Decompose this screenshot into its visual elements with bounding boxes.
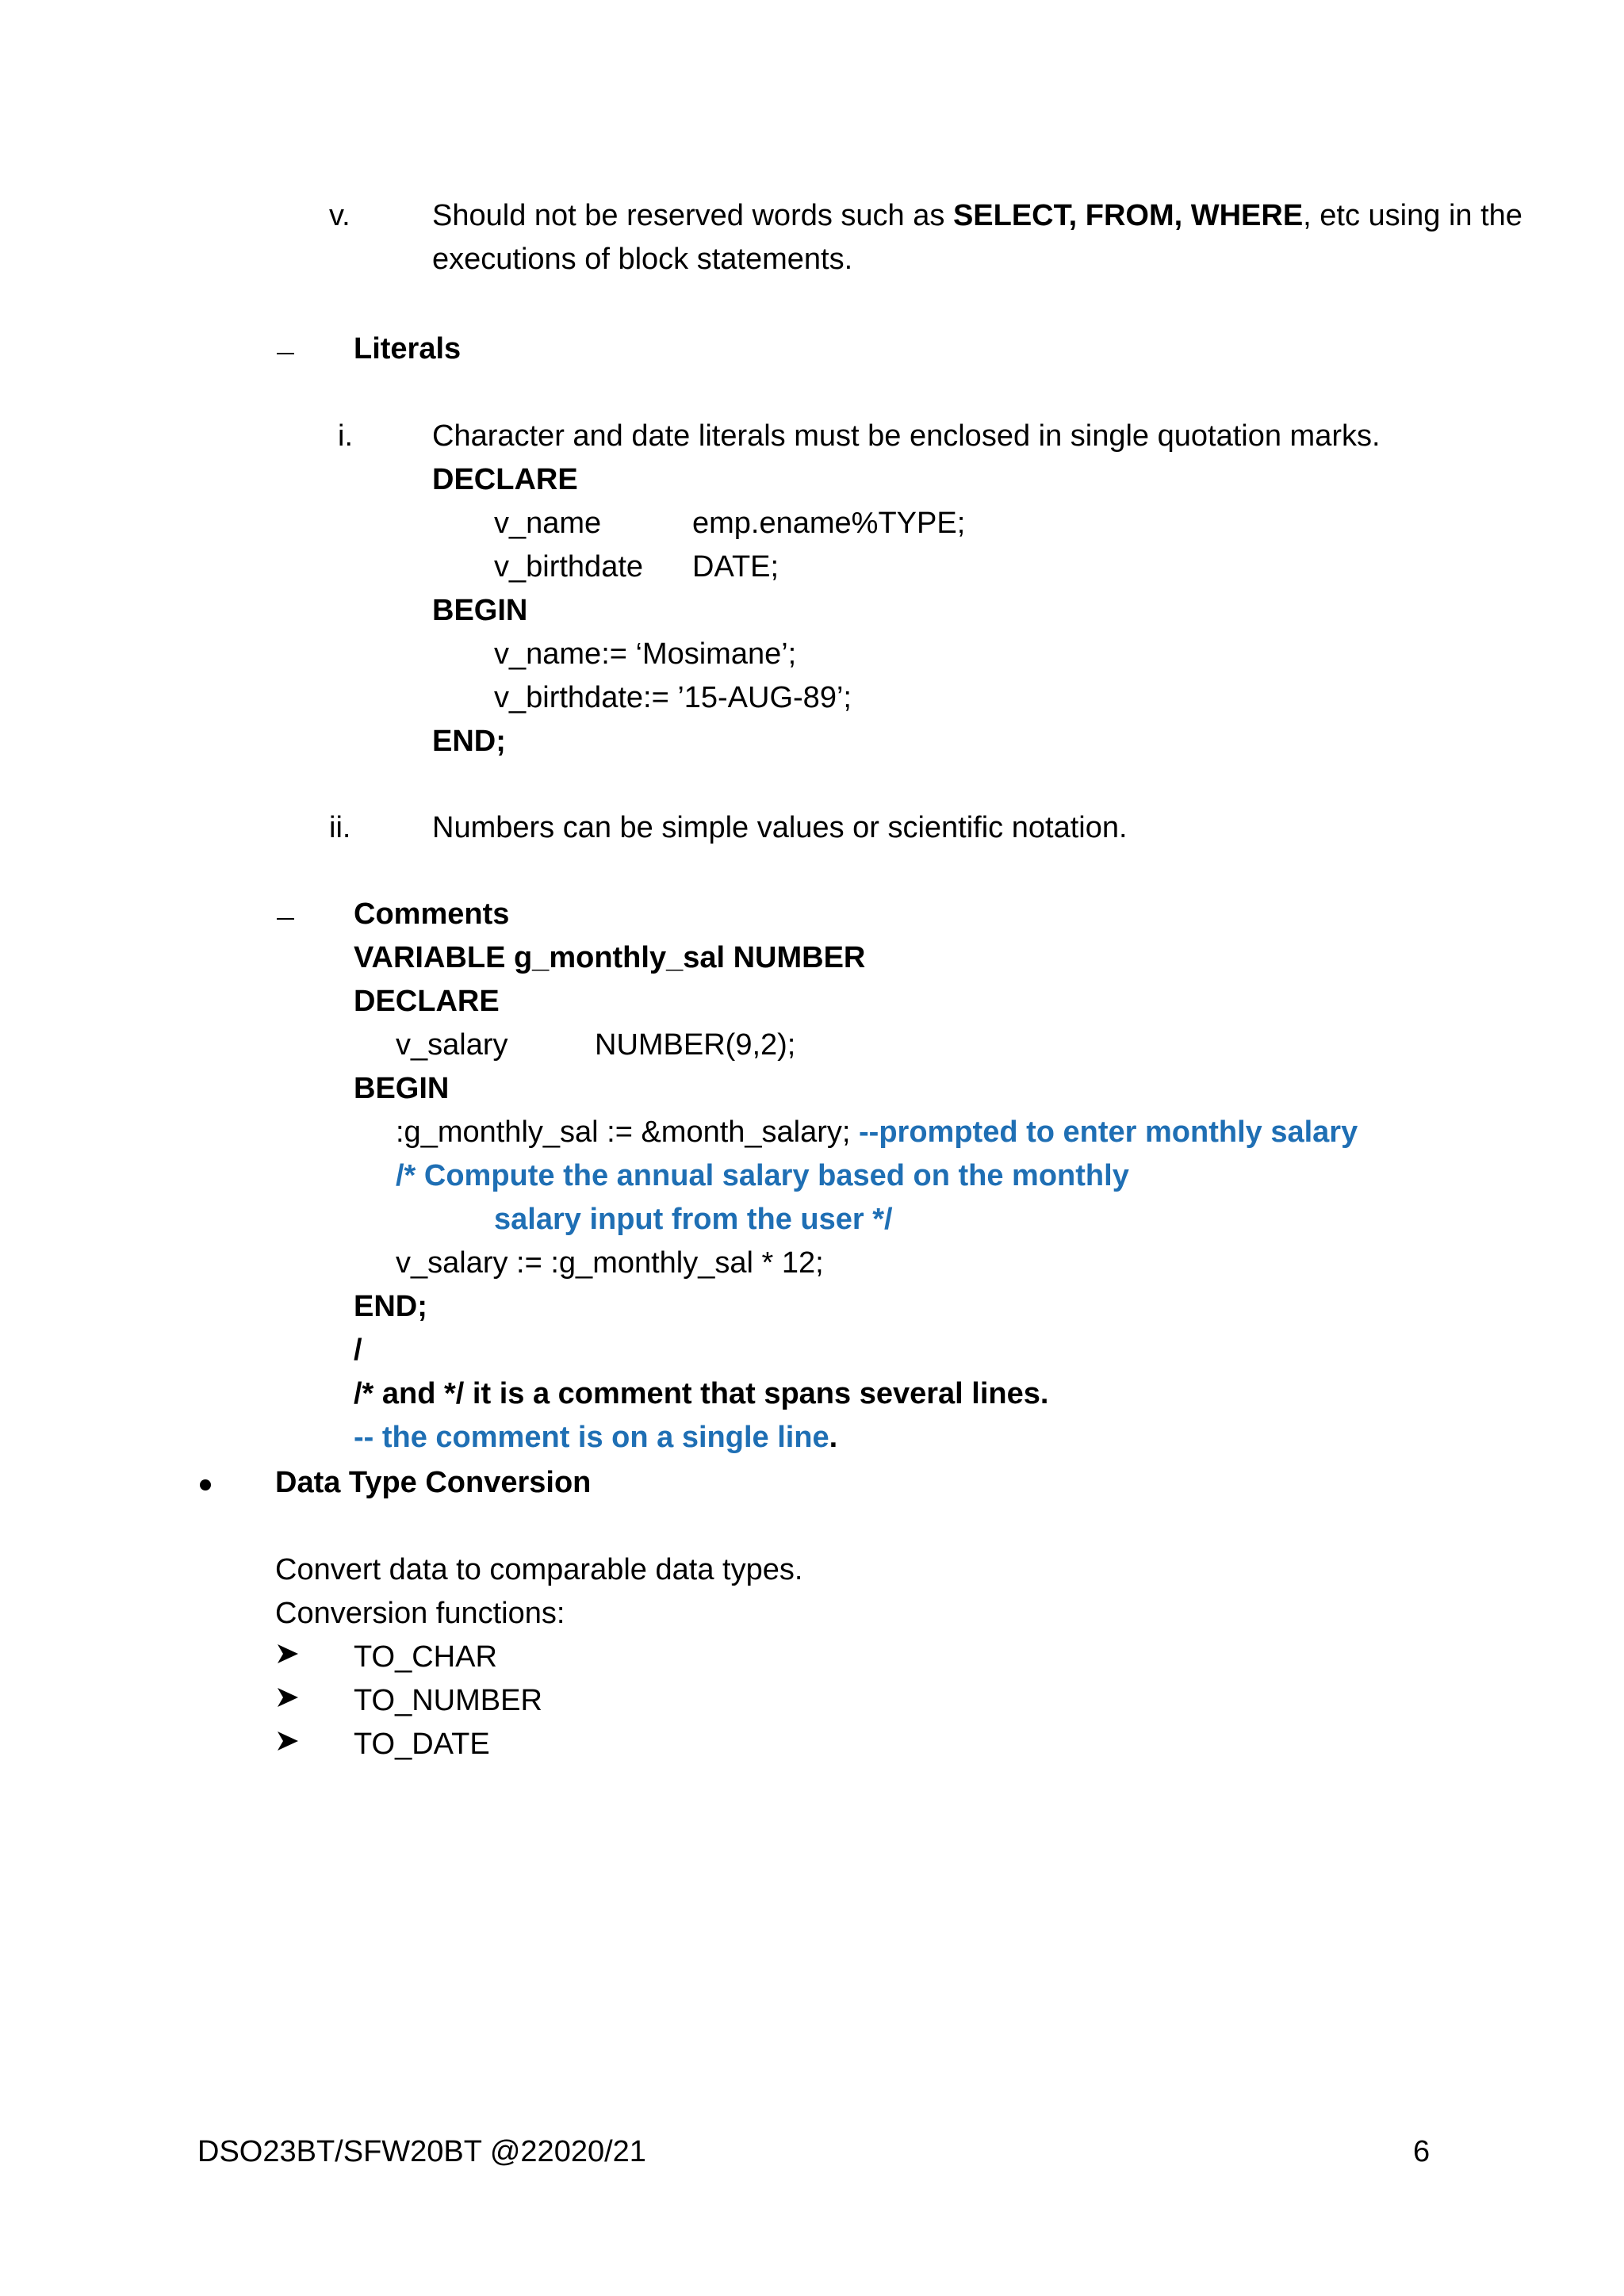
arrow-bullet-icon <box>276 1642 300 1666</box>
conversion-line2: Conversion functions: <box>275 1597 565 1630</box>
code-var1-type: emp.ename%TYPE; <box>692 507 966 540</box>
conversion-function-item: TO_DATE <box>354 1728 490 1761</box>
code-var2-name: v_birthdate <box>494 550 644 584</box>
arrow-bullet-icon <box>276 1686 300 1709</box>
list-marker-i: i. <box>338 419 353 453</box>
comments-note-multi: /* and */ it is a comment that spans several lines. <box>354 1377 1049 1410</box>
comments-var-name: v_salary <box>396 1028 508 1062</box>
dash-bullet <box>277 353 294 354</box>
item-v-text-pre: Should not be reserved words such as <box>432 199 953 232</box>
literals-heading: Literals <box>354 332 462 365</box>
item-v-line2: executions of block statements. <box>432 243 853 276</box>
code-stmt2: v_birthdate:= ’15-AUG-89’; <box>494 681 852 714</box>
literals-item-i-text: Character and date literals must be enclosed in single quotation marks. <box>432 419 1381 453</box>
list-marker-v: v. <box>329 199 350 232</box>
code-stmt1: v_name:= ‘Mosimane’; <box>494 637 797 671</box>
comments-slash: / <box>354 1334 362 1367</box>
code-end: END; <box>432 725 506 758</box>
comments-stmt2: v_salary := :g_monthly_sal * 12; <box>396 1246 824 1280</box>
comments-begin: BEGIN <box>354 1072 450 1105</box>
footer-page-number: 6 <box>1413 2135 1431 2168</box>
comments-heading: Comments <box>354 897 510 931</box>
conversion-function-item: TO_CHAR <box>354 1640 497 1674</box>
code-declare: DECLARE <box>432 463 578 496</box>
arrow-bullet-icon <box>276 1729 300 1753</box>
item-v-line1 <box>432 198 1522 235</box>
comments-note-single-line <box>354 1420 837 1456</box>
comments-end: END; <box>354 1290 427 1323</box>
item-v-text-post: , etc using in the <box>1303 199 1522 232</box>
item-v-keywords: SELECT, FROM, WHERE <box>952 199 1304 232</box>
code-var1-name: v_name <box>494 507 602 540</box>
footer-course-code: DSO23BT/SFW20BT @22020/21 <box>197 2135 646 2168</box>
comments-variable-line: VARIABLE g_monthly_sal NUMBER <box>354 941 866 974</box>
conversion-line1: Convert data to comparable data types. <box>275 1553 803 1586</box>
conversion-heading: Data Type Conversion <box>275 1466 592 1499</box>
code-begin: BEGIN <box>432 594 528 627</box>
comments-stmt1: :g_monthly_sal := &month_salary; <box>396 1115 860 1149</box>
code-var2-type: DATE; <box>692 550 779 584</box>
comments-note-period: . <box>829 1421 838 1454</box>
comments-declare: DECLARE <box>354 985 500 1018</box>
list-marker-ii: ii. <box>329 811 351 844</box>
comments-inline-comment: --prompted to enter monthly salary <box>859 1115 1358 1149</box>
bullet-dot <box>200 1479 211 1490</box>
comments-block-comment-line2: salary input from the user */ <box>494 1203 893 1236</box>
comments-var-type: NUMBER(9,2); <box>595 1028 796 1062</box>
literals-item-ii-text: Numbers can be simple values or scientific notation. <box>432 811 1128 844</box>
comments-note-single: -- the comment is on a single line <box>354 1421 829 1454</box>
comments-stmt1-line <box>396 1115 1358 1151</box>
comments-block-comment-line1: /* Compute the annual salary based on the monthly <box>396 1159 1129 1192</box>
conversion-function-item: TO_NUMBER <box>354 1684 542 1717</box>
dash-bullet <box>277 918 294 920</box>
